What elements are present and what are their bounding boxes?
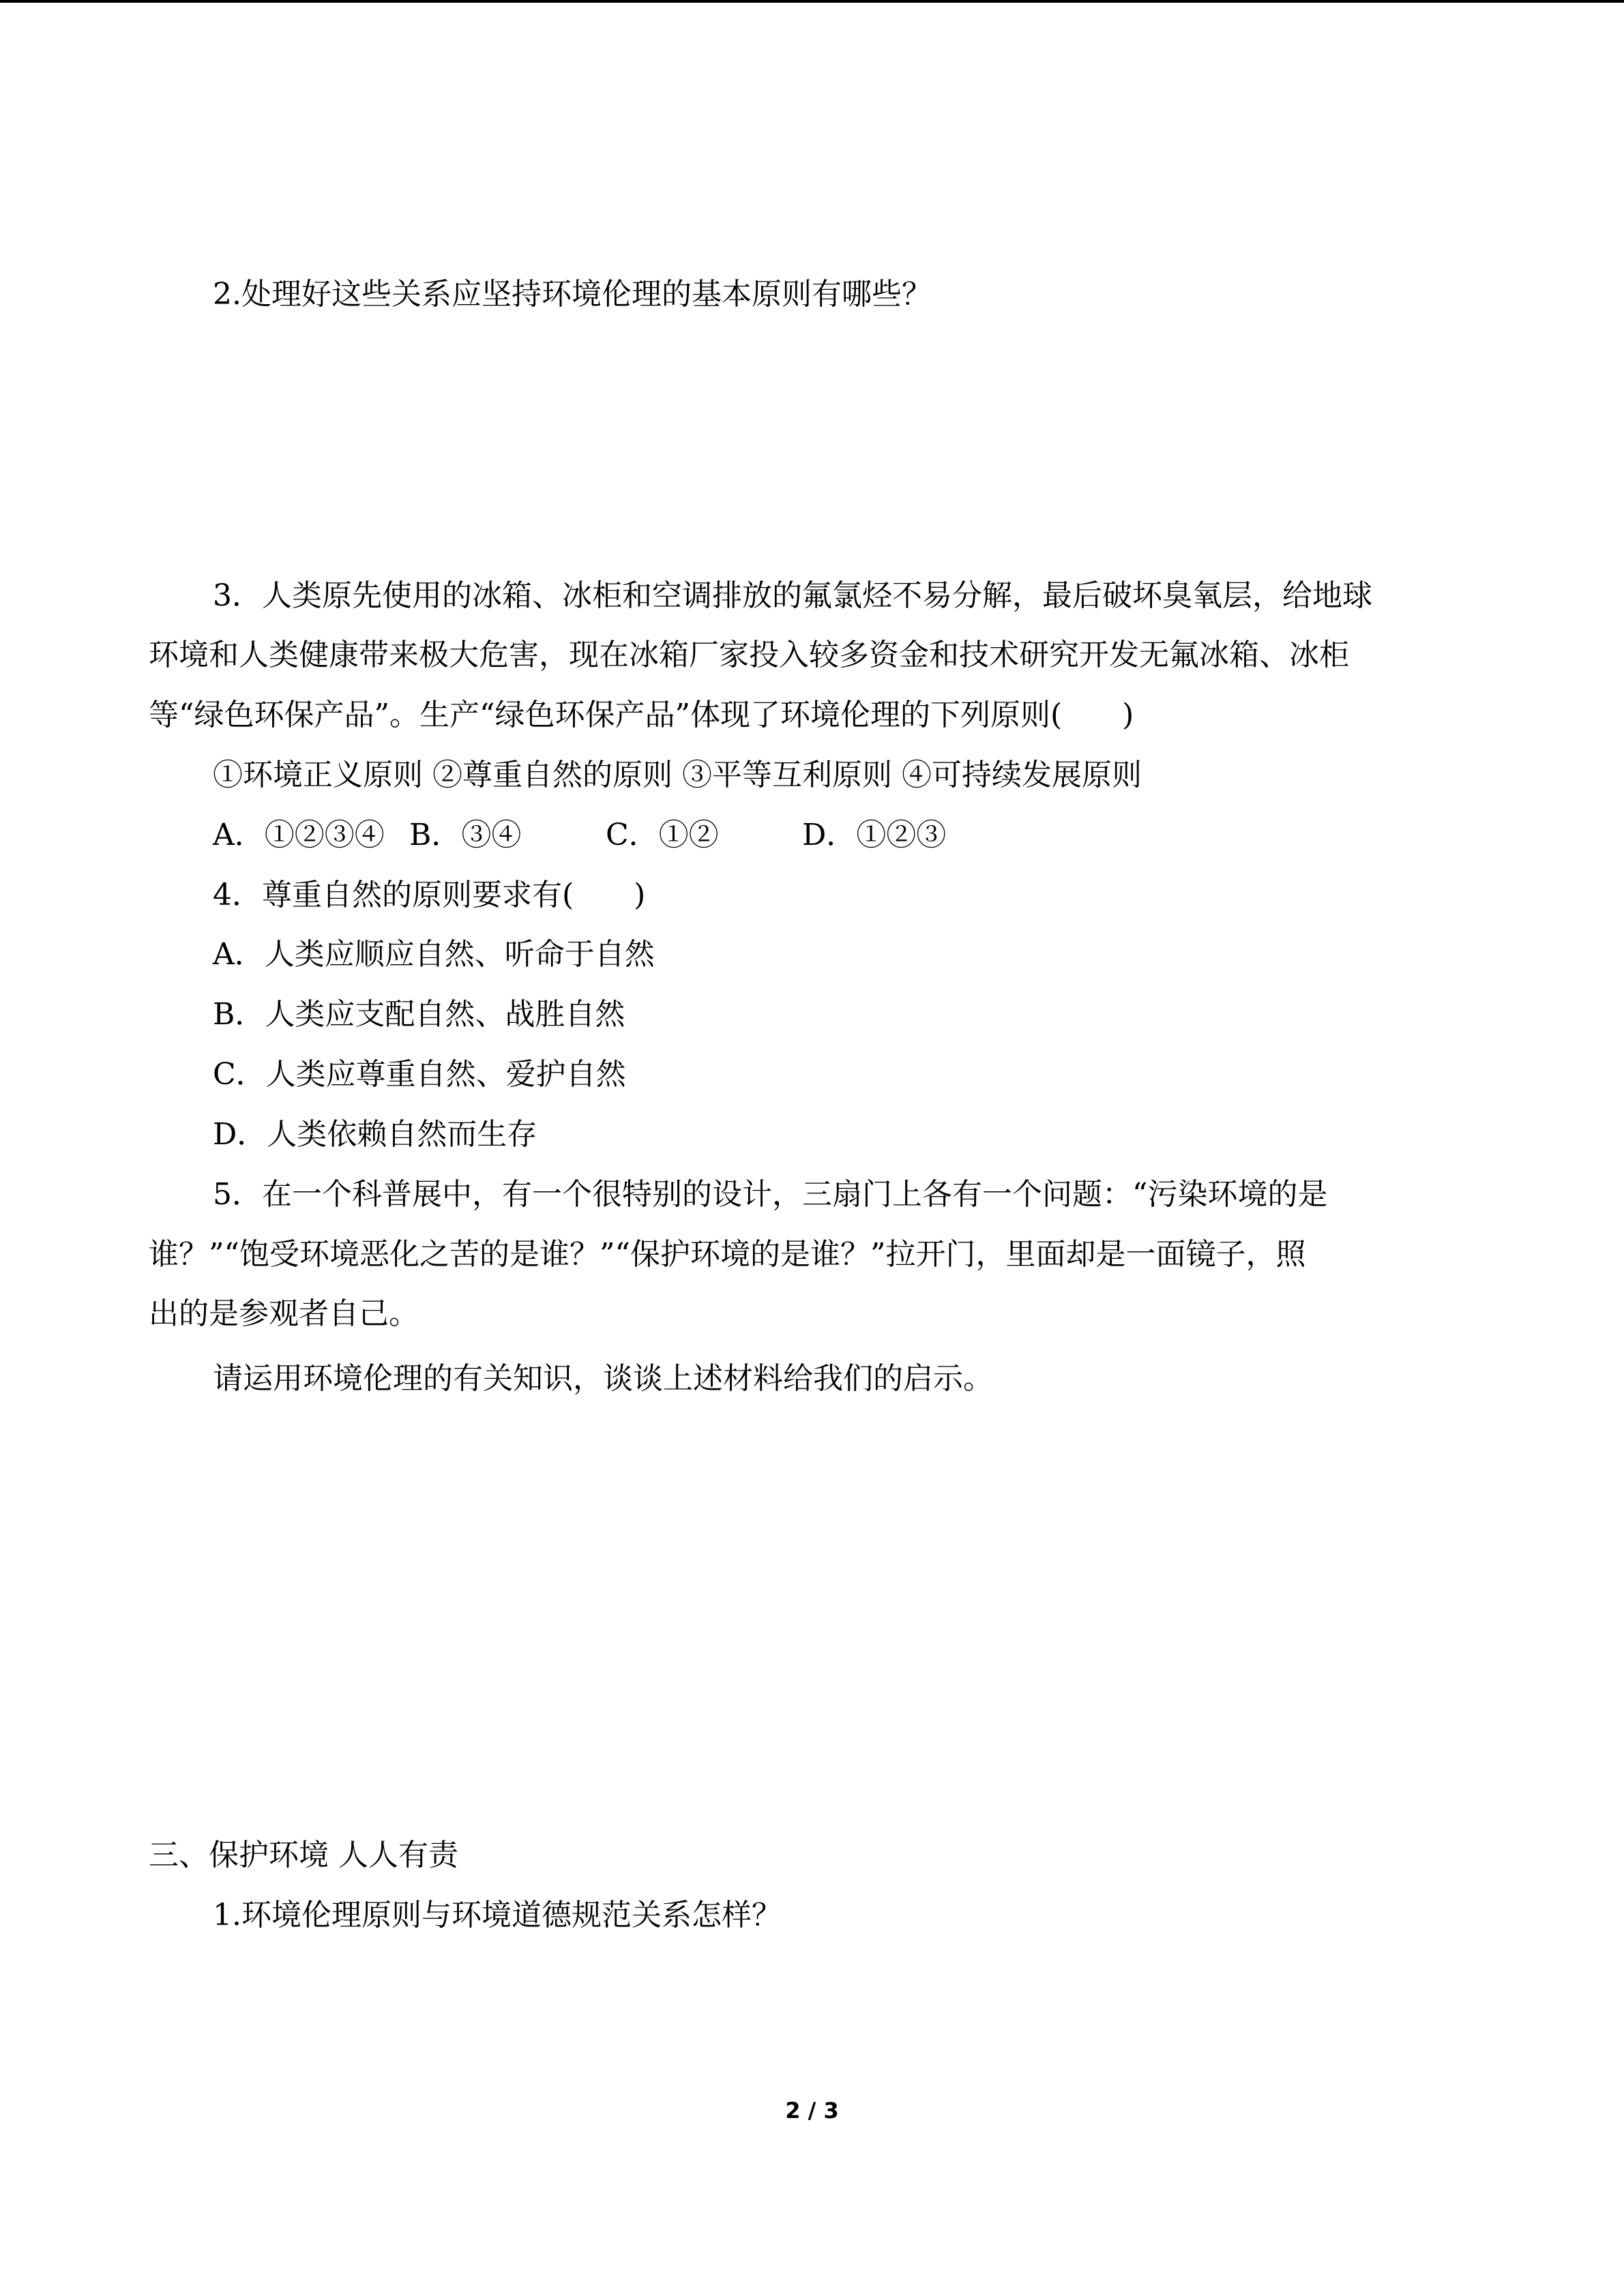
top-border-line [0, 0, 1624, 3]
question-3-statements: ①环境正义原则 ②尊重自然的原则 ③平等互利原则 ④可持续发展原则 [213, 758, 1142, 792]
question-3-line-1: 3．人类原先使用的冰箱、冰柜和空调排放的氟氯烃不易分解，最后破坏臭氧层，给地球 [213, 578, 1372, 613]
option-b: B．③④ [409, 818, 522, 852]
question-4-option-a: A．人类应顺应自然、听命于自然 [213, 937, 655, 972]
question-4-option-c: C．人类应尊重自然、爱护自然 [213, 1057, 626, 1092]
question-2: 2.处理好这些关系应坚持环境伦理的基本原则有哪些？ [213, 277, 932, 312]
option-a: A．①②③④ [213, 818, 385, 852]
question-3-line-3: 等“绿色环保产品”。生产“绿色环保产品”体现了环境伦理的下列原则( ) [149, 698, 1134, 732]
question-5-line-2: 谁？”“饱受环境恶化之苦的是谁？”“保护环境的是谁？”拉开门，里面却是一面镜子，照 [149, 1237, 1306, 1272]
question-3-line-2: 环境和人类健康带来极大危害，现在冰箱厂家投入较多资金和技术研究开发无氟冰箱、冰柜 [149, 638, 1349, 672]
question-4-stem: 4．尊重自然的原则要求有( ) [213, 878, 646, 912]
option-d: D．①②③ [802, 818, 947, 852]
question-5-line-1: 5．在一个科普展中，有一个很特别的设计，三扇门上各有一个问题：“污染环境的是 [213, 1177, 1328, 1212]
question-5-prompt: 请运用环境伦理的有关知识，谈谈上述材料给我们的启示。 [213, 1361, 993, 1396]
question-4-option-d: D．人类依赖自然而生存 [213, 1117, 537, 1152]
question-4-option-b: B．人类应支配自然、战胜自然 [213, 997, 625, 1032]
page-number: 2 / 3 [785, 2098, 839, 2123]
question-3-options [213, 815, 1563, 856]
section-3-question-1: 1.环境伦理原则与环境道德规范关系怎样？ [213, 1898, 782, 1933]
section-3-heading: 三、保护环境 人人有责 [149, 1838, 458, 1873]
option-c: C．①② [606, 818, 719, 852]
question-5-line-3: 出的是参观者自己。 [149, 1296, 419, 1331]
